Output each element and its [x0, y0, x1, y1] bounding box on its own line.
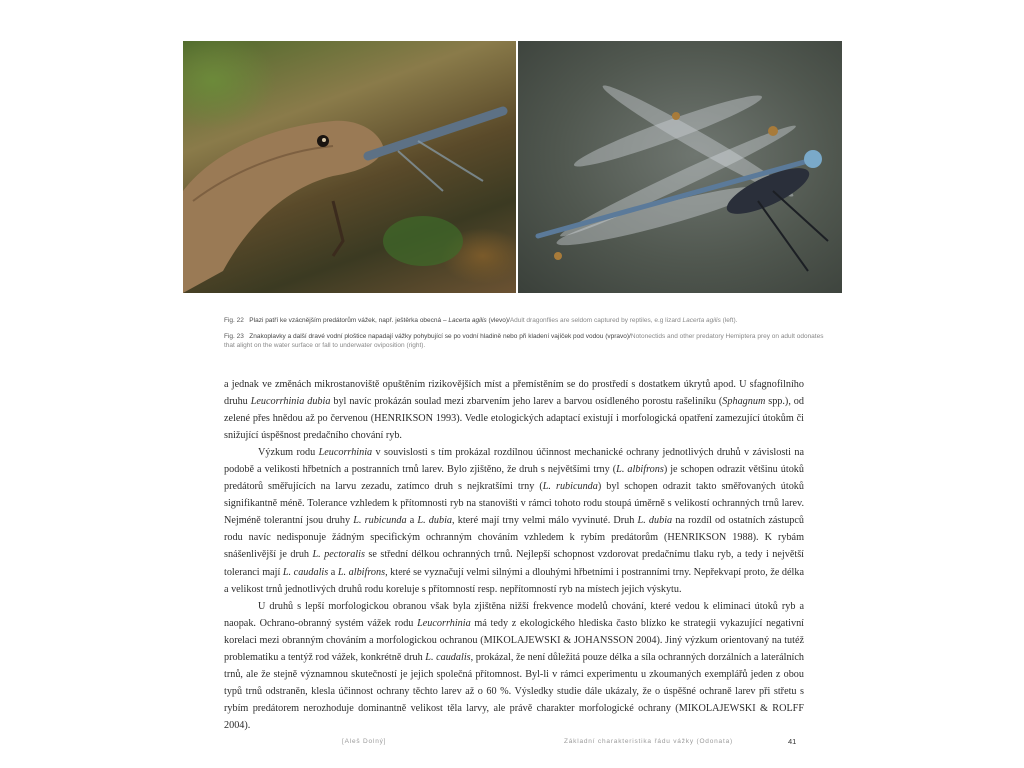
text-run: , které mají trny velmi málo vyvinuté. Druh — [452, 515, 638, 527]
species-name: Leucorrhinia dubia — [250, 396, 331, 408]
text-run: ) je schopen odrazit většinu útoků predátorů směřujících na larvu zezadu, zatímco druh s nejkratšími trny ( — [224, 464, 804, 493]
species-name: Leucorrhinia — [318, 447, 373, 459]
lizard-illustration — [183, 41, 516, 293]
paragraph — [224, 376, 804, 444]
text-run: v souvislosti s tím prokázal rozdílnou účinnost mechanické ochrany jednotlivých druhů v závislosti na podobě a velikosti hřbetních a postranních trnů larev. Bylo zjištěno, že druh s největšími trny ( — [224, 447, 804, 476]
footer-author: [Aleš Dolný] — [342, 738, 387, 745]
figure-damselfly-photo — [518, 41, 842, 293]
text-run: a — [406, 515, 418, 527]
text-run: a — [328, 566, 338, 578]
text-run: spp.), od zelené přes hnědou až po červenou (HENRIKSON 1993). Vedle etologických adaptací existují i morfologická opatření zamezující útokům či snižující úspěšnost predačního chování ryb. — [224, 396, 804, 442]
caption-czech: Znakoplavky a další dravé vodní ploštice napadají vážky pohybující se po vodní hladině nebo při kladení vajíček pod vodou (vpravo)/ — [249, 333, 631, 340]
text-run: Výzkum rodu — [258, 447, 319, 459]
page-number: 41 — [788, 737, 797, 746]
text-run: má tedy z ekologického hlediska často blízko ke strategii vykazující negativní korelaci mezi obranným chováním a morfologickou ochranou (MIKOLAJEWSKI & JOHANSSON 2004). Jiný výzkum orientovaný na tutéž problematiku a tentýž rod vážek, konkrétně druh — [224, 617, 804, 663]
species-name: L. rubicunda — [542, 481, 598, 493]
text-run: byl navíc prokázán soulad mezi zbarvením jeho larev a barvou osídleného porostu rašeliníku ( — [330, 396, 723, 408]
species-name: L. caudalis — [425, 651, 471, 663]
caption-species: Lacerta agilis — [448, 317, 487, 324]
text-run: se střední délkou ochranných trnů. Nejlepší schopnost vzdorovat predačnímu tlaku ryb, a tedy i největší toleranci mají — [224, 549, 804, 578]
figure-lizard-photo — [183, 41, 516, 293]
paragraph — [224, 444, 804, 597]
species-name: Leucorrhinia — [417, 617, 471, 629]
caption-species-en: Lacerta agilis — [682, 317, 721, 324]
species-name: L. pectoralis — [312, 549, 365, 561]
text-run: ) byl schopen odrazit takto směřovaných útoků signifikantně méně. Tolerance vzhledem k přítomnosti ryb na stanovišti v rámci tohoto rodu stoupá úměrně s velikostí ochranných trnů larev. Nejméně tolerantní jsou druhy — [224, 481, 804, 527]
caption-english-end: (left). — [722, 317, 738, 324]
figure-22-caption — [224, 316, 824, 325]
species-name: L. dubia — [637, 515, 673, 527]
caption-english: Adult dragonflies are seldom captured by reptiles, e.g lizard — [509, 317, 681, 324]
species-name: L. caudalis — [282, 566, 329, 578]
species-name: Sphagnum — [722, 396, 766, 408]
text-run: U druhů s lepší morfologickou obranou však byla zjištěna nižší frekvence modelů chování, které vedou k eliminaci útoků ryb a naopak. Ochrano-obranný systém vážek rodu — [224, 600, 804, 629]
figure-23-caption — [224, 332, 824, 350]
species-name: L. albifrons — [616, 464, 664, 476]
text-run: , prokázal, že není důležitá pouze délka a síla ochranných dorzálních a laterálních trnů, ale že stejně významnou skutečností je jejich společná přítomnost. Byl-li v rámci experimentu u zkoumaných exemplářů jeden z obou typů trnů odstraněn, klesla účinnost ochrany těchto larev až o 60 %. Výsledky studie dále ukázaly, že o úspěšné ochraně larev při střetu s rybím predátorem nerozhoduje dominantně velikost těla larvy, ale právě charakter morfologické ochrany (MIKOLAJEWSKI & ROLFF 2004). — [224, 651, 804, 731]
damselfly-illustration — [518, 41, 842, 293]
caption-czech-end: (vlevo)/ — [488, 317, 510, 324]
caption-english: Notonectids and other predatory Hemiptera prey on adult odonates that alight on the water surface or fall to underwater oviposition (right). — [224, 333, 824, 349]
species-name: L. rubicunda — [353, 515, 407, 527]
caption-czech: Plazi patří ke vzácnějším predátorům vážek, např. ještěrka obecná – — [249, 317, 447, 324]
paragraph — [224, 598, 804, 734]
text-run: a jednak ve změnách mikrostanoviště opuštěním rizikovějších míst a přemístěním se do prostředí s dostatkem úkrytů apod. U sfagnofilního druhu — [224, 379, 804, 408]
text-run: , které se vyznačují velmi silnými a dlouhými hřbetními i postranními trny. Nepřekvapí proto, že délka a velikost trnů jednotlivých druhů rodu koreluje s přítomností resp. nepřítomností ryb na místech jejich výskytu. — [224, 566, 804, 595]
caption-number: Fig. 23 — [224, 333, 244, 340]
caption-number: Fig. 22 — [224, 317, 244, 324]
species-name: L. albifrons — [337, 566, 386, 578]
article-body — [224, 376, 804, 734]
text-run: na rozdíl od ostatních zástupců rodu navíc nedisponuje žádným specifickým ochranným chováním vzhledem k rybím predátorům (HENRIKSON 1988). K rybám snášenlivější je druh — [224, 515, 804, 561]
species-name: L. dubia — [417, 515, 453, 527]
footer-chapter: Základní charakteristika řádu vážky (Odonata) — [564, 738, 733, 745]
